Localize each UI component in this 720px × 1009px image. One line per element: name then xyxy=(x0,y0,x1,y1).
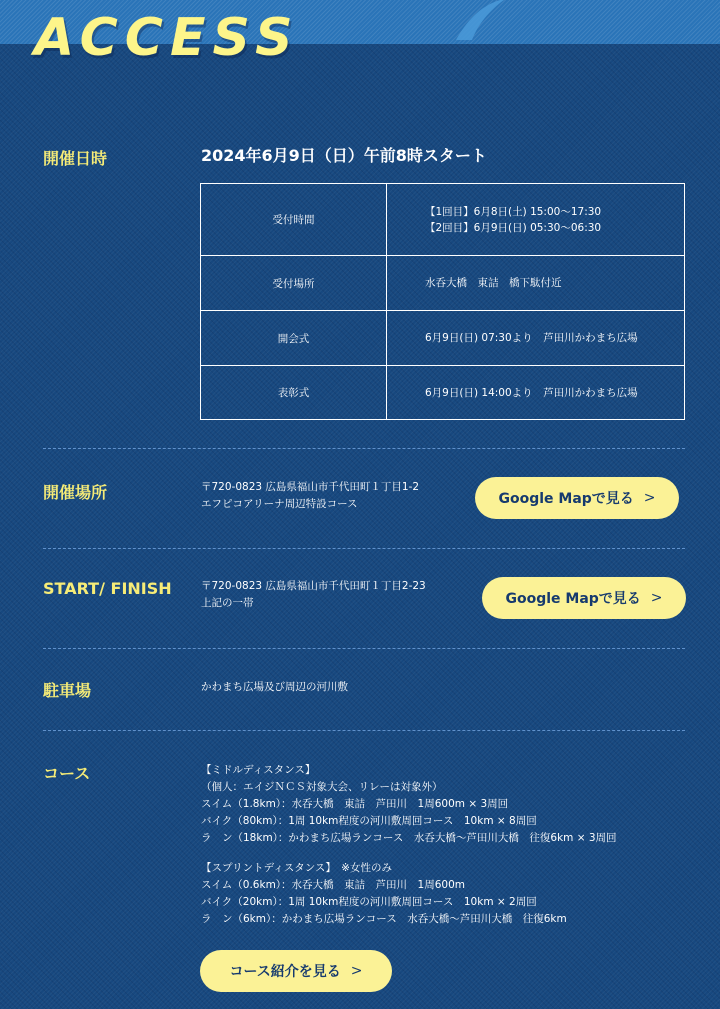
course-line: 【スプリントディスタンス】 ※女性のみ xyxy=(201,862,392,874)
schedule-key: 受付時間 xyxy=(201,184,387,256)
course-line: （個人：エイジＮＣＳ対象大会、リレーは対象外） xyxy=(201,781,443,793)
section-divider xyxy=(43,548,685,549)
address-line: エフピコアリーナ周辺特設コース xyxy=(201,498,358,510)
course-line: バイク（20km）：1周 10km程度の河川敷周回コース 10km × 2周回 xyxy=(201,896,537,908)
schedule-key: 受付場所 xyxy=(201,256,387,311)
course-label: コース xyxy=(43,764,91,783)
sprint-distance-details xyxy=(201,860,567,928)
table-row xyxy=(201,366,685,420)
venue-label: 開催場所 xyxy=(43,483,108,502)
table-row xyxy=(201,256,685,311)
chevron-right-icon: > xyxy=(643,490,656,506)
parking-label: 駐車場 xyxy=(43,681,92,700)
event-date-label: 開催日時 xyxy=(43,149,108,168)
schedule-line: 6月9日(日) 07:30より 芦田川かわまち広場 xyxy=(425,332,638,344)
schedule-value xyxy=(387,256,685,311)
start-finish-label: START/ FINISH xyxy=(43,579,172,598)
chevron-right-icon: > xyxy=(350,963,363,979)
page-title: ACCESS xyxy=(34,8,300,68)
schedule-line: 【2回目】6月9日(日) 05:30〜06:30 xyxy=(425,221,602,234)
course-intro-button[interactable] xyxy=(200,950,392,992)
start-finish-address xyxy=(201,578,426,612)
table-row xyxy=(201,311,685,366)
course-line: ラ ン（6km）：かわまち広場ランコース 水呑大橋〜芦田川大橋 往復6km xyxy=(201,913,567,925)
course-line: バイク（80km）：1周 10km程度の河川敷周回コース 10km × 8周回 xyxy=(201,815,537,827)
button-label: コース紹介を見る xyxy=(229,964,341,980)
section-divider xyxy=(43,448,685,449)
address-line: 〒720-0823 広島県福山市千代田町１丁目2-23 xyxy=(201,580,426,592)
chevron-right-icon: > xyxy=(650,590,663,606)
course-line: スイム（1.8km）：水呑大橋 東詰 芦田川 1周600m × 3周回 xyxy=(201,798,509,810)
middle-distance-details xyxy=(201,762,617,847)
venue-google-map-button[interactable] xyxy=(475,477,679,519)
course-line: ラ ン（18km）：かわまち広場ランコース 水呑大橋〜芦田川大橋 往復6km × 3周回 xyxy=(201,832,617,844)
schedule-value xyxy=(387,184,685,256)
event-date-value: 2024年6月9日（日）午前8時スタート xyxy=(201,146,487,165)
parking-text: かわまち広場及び周辺の河川敷 xyxy=(201,681,348,693)
button-label: Google Mapで見る xyxy=(498,491,634,507)
section-divider xyxy=(43,648,685,649)
schedule-line: 6月9日(日) 14:00より 芦田川かわまち広場 xyxy=(425,386,638,399)
schedule-line: 水呑大橋 東詰 橋下駄付近 xyxy=(425,277,562,289)
schedule-line: 【1回目】6月8日(土) 15:00〜17:30 xyxy=(425,205,602,218)
section-divider xyxy=(43,730,685,731)
table-row xyxy=(201,184,685,256)
venue-address xyxy=(201,479,419,513)
address-line: 〒720-0823 広島県福山市千代田町１丁目1-2 xyxy=(201,481,420,493)
schedule-key: 開会式 xyxy=(201,311,387,366)
course-line: スイム（0.6km）：水呑大橋 東詰 芦田川 1周600m xyxy=(201,879,465,891)
schedule-value xyxy=(387,366,685,420)
schedule-value xyxy=(387,311,685,366)
start-finish-google-map-button[interactable] xyxy=(482,577,686,619)
brush-stroke-decoration xyxy=(452,0,504,40)
address-line: 上記の一帯 xyxy=(201,597,254,609)
schedule-table xyxy=(200,183,685,420)
course-line: 【ミドルディスタンス】 xyxy=(201,764,316,776)
button-label: Google Mapで見る xyxy=(505,591,641,607)
schedule-key: 表彰式 xyxy=(201,366,387,420)
